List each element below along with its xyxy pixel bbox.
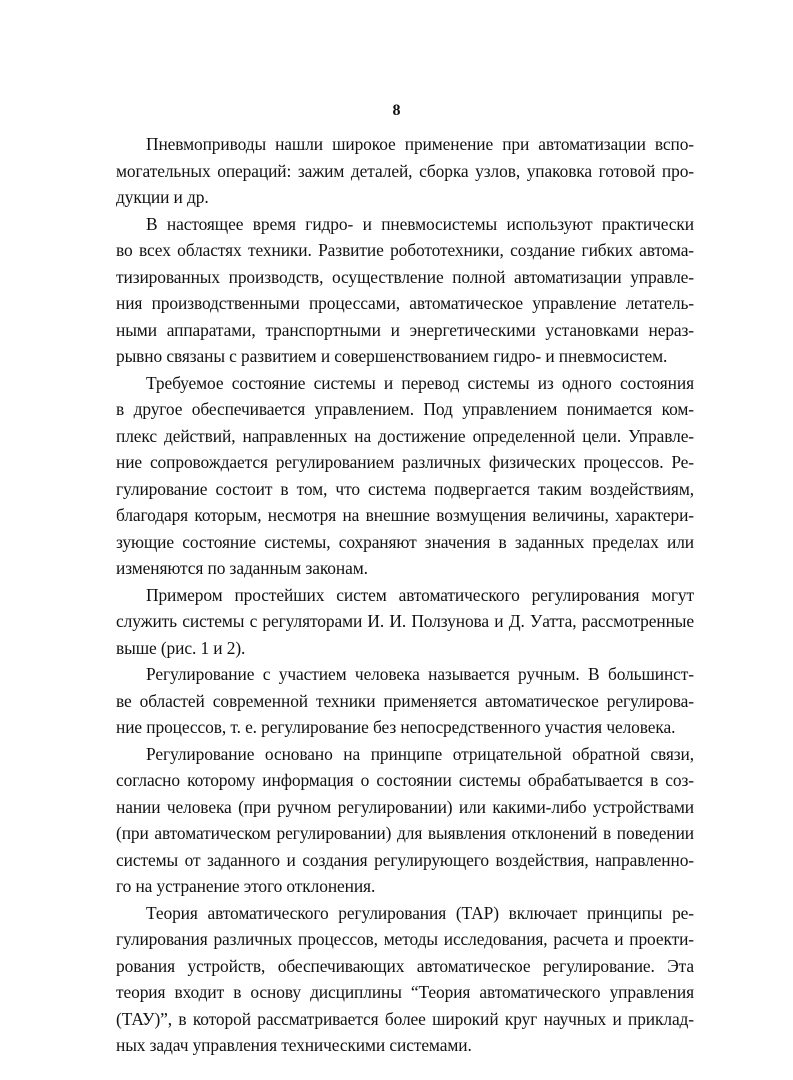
text-line: согласно которому информация о состоянии системы обрабатывается в соз- xyxy=(116,770,694,790)
text-line: дукции и др. xyxy=(116,187,209,207)
text-line: системы от заданного и создания регулирующего воздействия, направленно- xyxy=(116,850,694,870)
text-line: могательных операций: зажим деталей, сборка узлов, упаковка готовой про- xyxy=(116,161,694,181)
text-line: Требуемое состояние системы и перевод системы из одного состояния xyxy=(146,373,694,393)
text-line: зующие состояние системы, сохраняют значения в заданных пределах или xyxy=(116,532,694,552)
text-line: изменяются по заданным законам. xyxy=(116,558,368,578)
text-line: Регулирование основано на принципе отрицательной обратной связи, xyxy=(146,744,694,764)
text-line: Пневмоприводы нашли широкое применение при автоматизации вспо- xyxy=(146,134,694,154)
text-line: плекс действий, направленных на достижение определенной цели. Управле- xyxy=(116,426,694,446)
text-line: гулирования различных процессов, методы исследования, расчета и проекти- xyxy=(116,929,694,949)
text-line: Теория автоматического регулирования (ТАР) включает принципы ре- xyxy=(146,903,694,923)
text-line: го на устранение этого отклонения. xyxy=(116,876,376,896)
page-number: 8 xyxy=(392,102,401,119)
text-line: рования устройств, обеспечивающих автоматическое регулирование. Эта xyxy=(116,956,694,976)
text-line: гулирование состоит в том, что система подвергается таким воздействиям, xyxy=(116,479,694,499)
text-line: ве областей современной техники применяется автоматическое регулирова- xyxy=(116,691,694,711)
text-line: благодаря которым, несмотря на внешние возмущения величины, характери- xyxy=(116,505,694,525)
text-line: во всех областях техники. Развитие робототехники, создание гибких автома- xyxy=(116,240,694,260)
text-line: ния производственными процессами, автоматическое управление летатель- xyxy=(116,293,694,313)
text-line: ние сопровождается регулированием различных физических процессов. Ре- xyxy=(116,452,694,472)
text-line: Примером простейших систем автоматического регулирования могут xyxy=(146,585,694,605)
text-line: теория входит в основу дисциплины “Теория автоматического управления xyxy=(116,982,694,1002)
text-line: (ТАУ)”, в которой рассматривается более широкий круг научных и приклад- xyxy=(116,1009,694,1029)
text-line: рывно связаны с развитием и совершенствованием гидро- и пневмосистем. xyxy=(116,346,668,366)
text-line: в другое обеспечивается управлением. Под управлением понимается ком- xyxy=(116,399,694,419)
text-line: ными аппаратами, транспортными и энергетическими установками нераз- xyxy=(116,320,694,340)
text-line: ние процессов, т. е. регулирование без непосредственного участия человека. xyxy=(116,717,676,737)
text-line: нании человека (при ручном регулировании) или какими-либо устройствами xyxy=(116,797,694,817)
text-line: ных задач управления техническими системами. xyxy=(116,1035,472,1055)
text-line: (при автоматическом регулировании) для выявления отклонений в поведении xyxy=(116,823,694,843)
text-line: выше (рис. 1 и 2). xyxy=(116,638,246,658)
text-line: В настоящее время гидро- и пневмосистемы используют практически xyxy=(146,214,694,234)
text-line: служить системы с регуляторами И. И. Ползунова и Д. Уатта, рассмотренные xyxy=(116,611,694,631)
text-line: тизированных производств, осуществление полной автоматизации управле- xyxy=(116,267,694,287)
text-line: Регулирование с участием человека называется ручным. В большинст- xyxy=(146,664,694,684)
